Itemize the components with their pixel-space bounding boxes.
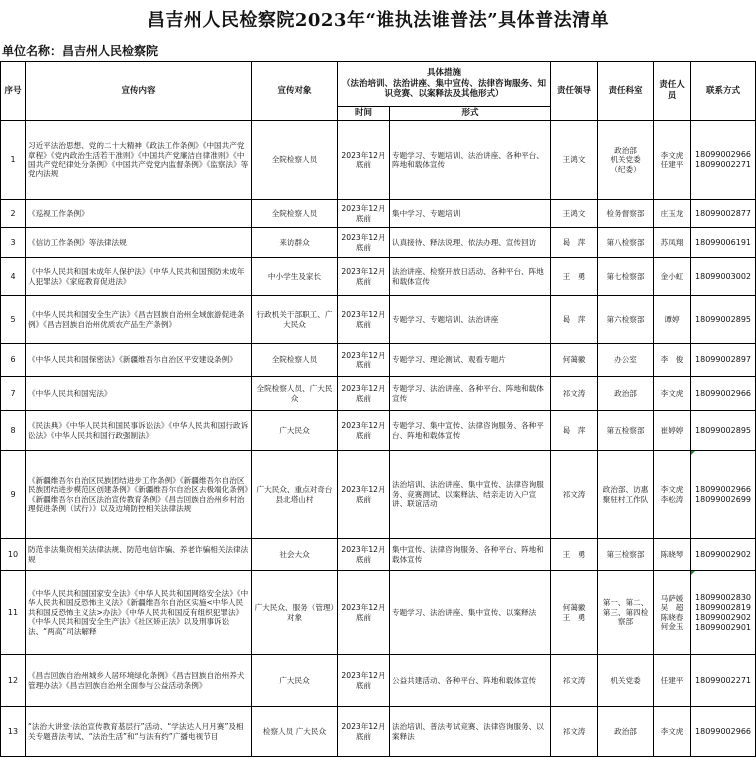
cell-contact: 18099002895 bbox=[691, 296, 756, 344]
cell-time: 2023年12月底前 bbox=[338, 200, 390, 228]
cell-dept: 政治部、访惠聚驻村工作队 bbox=[598, 451, 654, 539]
cell-form: 集中学习、专题培训 bbox=[390, 200, 551, 228]
cell-seq: 2 bbox=[1, 200, 26, 228]
cell-leader: 曷 萍 bbox=[551, 411, 598, 451]
cell-form: 专题学习、专题培训、法治讲座、各种平台、阵地和载体宣传 bbox=[390, 121, 551, 200]
cell-content: 《昌吉回族自治州城乡人居环境绿化条例》《昌吉回族自治州养犬管理办法》《昌吉回族自治州全面参与公益活动条例》 bbox=[26, 655, 252, 707]
cell-seq: 5 bbox=[1, 296, 26, 344]
header-measures: 具体措施 （法治培训、法治讲座、集中宣传、法律咨询服务、知识竞赛、以案释法及其他形式） bbox=[338, 62, 551, 107]
cell-contact: 18099002271 bbox=[691, 655, 756, 707]
unit-label: 单位名称： bbox=[2, 43, 63, 58]
cell-person: 崔婷婷 bbox=[654, 411, 691, 451]
cell-dept: 第八检察部 bbox=[598, 228, 654, 258]
header-time: 时间 bbox=[338, 107, 390, 121]
cell-form: 法治讲座、检察开放日活动、各种平台、阵地和载体宣传 bbox=[390, 258, 551, 296]
cell-time: 2023年12月底前 bbox=[338, 539, 390, 571]
cell-content: 《中华人民共和国安全生产法》《昌吉回族自治州全域旅游促进条例》《昌吉回族自治州优质农产品生产条例》 bbox=[26, 296, 252, 344]
cell-leader: 何蔼徽 bbox=[551, 344, 598, 377]
cell-contact: 18099002902 bbox=[691, 539, 756, 571]
header-person: 责任人员 bbox=[654, 62, 691, 121]
cell-time: 2023年12月底前 bbox=[338, 655, 390, 707]
table-row bbox=[1, 121, 756, 200]
header-contact: 联系方式 bbox=[691, 62, 756, 121]
cell-person: 谭婷 bbox=[654, 296, 691, 344]
cell-person: 金小虹 bbox=[654, 258, 691, 296]
table-body bbox=[1, 121, 756, 757]
cell-content: 《信访工作条例》等法律法规 bbox=[26, 228, 252, 258]
cell-form: 公益共建活动、各种平台、阵地和载体宣传 bbox=[390, 655, 551, 707]
cell-content: 《中华人民共和国国家安全法》《中华人民共和国网络安全法》《中华人民共和国反恐怖主义法》《新疆维吾尔自治区实施<中华人民共和国反恐怖主义法>办法》《中华人民共和国反有组织犯罪法》《中华人民共和国安全生产法》《社区矫正法》以及刑事诉讼法、“两高”司法解释 bbox=[26, 571, 252, 655]
cell-leader: 祁文涛 bbox=[551, 655, 598, 707]
cell-content: 习近平法治思想、党的二十大精神《政法工作条例》《中国共产党章程》《党内政治生活若干准则》《中国共产党廉洁自律准则》《中国共产党纪律处分条例》《中国共产党党内监督条例》《监察法》等党内法规 bbox=[26, 121, 252, 200]
cell-person: 李文虎 bbox=[654, 377, 691, 411]
cell-contact: 18099002897 bbox=[691, 344, 756, 377]
cell-content: 防范非法集资相关法律法规、防范电信诈骗、养老诈骗相关法律法规 bbox=[26, 539, 252, 571]
table-row bbox=[1, 200, 756, 228]
cell-dept: 第三检察部 bbox=[598, 539, 654, 571]
cell-target: 社会大众 bbox=[252, 539, 338, 571]
cell-form: 专题学习、法治讲座、集中宣传、以案释法 bbox=[390, 571, 551, 655]
cell-contact: 18099002895 bbox=[691, 411, 756, 451]
cell-dept: 第七检察部 bbox=[598, 258, 654, 296]
cell-leader: 王 勇 bbox=[551, 539, 598, 571]
cell-person: 任建平 bbox=[654, 655, 691, 707]
unit-line bbox=[2, 40, 158, 60]
cell-target: 全院检察人员 bbox=[252, 344, 338, 377]
cell-form: 专题学习、专题培训、法治讲座 bbox=[390, 296, 551, 344]
header-form: 形式 bbox=[390, 107, 551, 121]
cell-seq: 10 bbox=[1, 539, 26, 571]
cell-contact: 18099002877 bbox=[691, 200, 756, 228]
page-title: 昌吉州人民检察院2023年“谁执法谁普法”具体普法清单 bbox=[146, 10, 610, 31]
cell-target: 广大民众、服务（管理）对象 bbox=[252, 571, 338, 655]
table-row bbox=[1, 258, 756, 296]
cell-leader: 祁文涛 bbox=[551, 377, 598, 411]
cell-dept: 机关党委 bbox=[598, 655, 654, 707]
cell-leader: 祁文涛 bbox=[551, 707, 598, 757]
cell-seq: 12 bbox=[1, 655, 26, 707]
cell-target: 检察人员 广大民众 bbox=[252, 707, 338, 757]
table-row bbox=[1, 655, 756, 707]
cell-content: 《新疆维吾尔自治区民族团结进步工作条例》《新疆维吾尔自治区民族团结进步模范区创建条例》《新疆维吾尔自治区去极端化条例》《新疆维吾尔自治区法治宣传教育条例》《昌吉回族自治州乡村治理促进条例（试行）》以及边境防控相关法律法规 bbox=[26, 451, 252, 539]
cell-person: 李文虎 李松涛 bbox=[654, 451, 691, 539]
cell-time: 2023年12月底前 bbox=[338, 296, 390, 344]
cell-seq: 7 bbox=[1, 377, 26, 411]
table-row bbox=[1, 571, 756, 655]
cell-content: 《民法典》《中华人民共和国民事诉讼法》《中华人民共和国行政诉讼法》《中华人民共和国行政强制法》 bbox=[26, 411, 252, 451]
cell-time: 2023年12月底前 bbox=[338, 411, 390, 451]
cell-seq: 6 bbox=[1, 344, 26, 377]
cell-leader: 何蔼徽 王 勇 bbox=[551, 571, 598, 655]
cell-dept: 检务督察部 bbox=[598, 200, 654, 228]
cell-dept: 政治部 bbox=[598, 377, 654, 411]
table-row bbox=[1, 707, 756, 757]
cell-seq: 13 bbox=[1, 707, 26, 757]
header-content: 宣传内容 bbox=[26, 62, 252, 121]
cell-person: 马萨媛 吴 超 陈晓春 何金玉 bbox=[654, 571, 691, 655]
cell-content: 《中华人民共和国未成年人保护法》《中华人民共和国预防未成年人犯罪法》《家庭教育促进法》 bbox=[26, 258, 252, 296]
cell-time: 2023年12月底前 bbox=[338, 344, 390, 377]
cell-target: 全院检察人员、广大民众 bbox=[252, 377, 338, 411]
cell-contact: 18099002830 18099002819 18099002902 18099002901 bbox=[691, 571, 756, 655]
header-dept: 责任科室 bbox=[598, 62, 654, 121]
table-row bbox=[1, 377, 756, 411]
cell-dept: 第五检察部 bbox=[598, 411, 654, 451]
cell-form: 集中宣传、法律咨询服务、各种平台、阵地和载体宣传 bbox=[390, 539, 551, 571]
cell-time: 2023年12月底前 bbox=[338, 377, 390, 411]
cell-time: 2023年12月底前 bbox=[338, 258, 390, 296]
cell-target: 广大民众、重点对奇台县北塔山村 bbox=[252, 451, 338, 539]
cell-dept: 第一、第二、第三、第四检察部 bbox=[598, 571, 654, 655]
cell-seq: 1 bbox=[1, 121, 26, 200]
cell-dept: 政治部 bbox=[598, 707, 654, 757]
cell-dept: 政治部 机关党委 （纪委） bbox=[598, 121, 654, 200]
table-row bbox=[1, 539, 756, 571]
cell-contact: 18099002966 bbox=[691, 377, 756, 411]
cell-person: 李文虎 任建平 bbox=[654, 121, 691, 200]
cell-form: 专题学习、理论测试、观看专题片 bbox=[390, 344, 551, 377]
cell-content: 《中华人民共和国保密法》《新疆维吾尔自治区平安建设条例》 bbox=[26, 344, 252, 377]
cell-target: 来访群众 bbox=[252, 228, 338, 258]
cell-form: 专题学习、集中宣传、法律咨询服务、各种平台、阵地和载体宣传 bbox=[390, 411, 551, 451]
cell-time: 2023年12月底前 bbox=[338, 571, 390, 655]
cell-target: 全院检察人员 bbox=[252, 121, 338, 200]
table-row bbox=[1, 296, 756, 344]
cell-form: 法治培训、普法考试竞赛、法律咨询服务、以案释法 bbox=[390, 707, 551, 757]
header-leader: 责任领导 bbox=[551, 62, 598, 121]
cell-target: 全院检察人员 bbox=[252, 200, 338, 228]
cell-contact: 18099002966 bbox=[691, 707, 756, 757]
cell-seq: 8 bbox=[1, 411, 26, 451]
header-seq: 序号 bbox=[1, 62, 26, 121]
cell-form: 专题学习、法治讲座、各种平台、阵地和载体宣传 bbox=[390, 377, 551, 411]
cell-leader: 王 勇 bbox=[551, 258, 598, 296]
cell-dept: 办公室 bbox=[598, 344, 654, 377]
cell-person: 庄玉龙 bbox=[654, 200, 691, 228]
cell-target: 行政机关干部职工、广大民众 bbox=[252, 296, 338, 344]
cell-time: 2023年12月底前 bbox=[338, 707, 390, 757]
cell-target: 广大民众 bbox=[252, 655, 338, 707]
cell-leader: 王鸿文 bbox=[551, 121, 598, 200]
cell-seq: 3 bbox=[1, 228, 26, 258]
cell-target: 中小学生及家长 bbox=[252, 258, 338, 296]
cell-seq: 9 bbox=[1, 451, 26, 539]
cell-person: 陈晓琴 bbox=[654, 539, 691, 571]
cell-contact: 18099003002 bbox=[691, 258, 756, 296]
law-publicity-table bbox=[0, 61, 756, 757]
cell-person: 苏凤翔 bbox=[654, 228, 691, 258]
cell-leader: 王鸿文 bbox=[551, 200, 598, 228]
cell-form: 认真接待、释法说理、依法办理、宣传回访 bbox=[390, 228, 551, 258]
cell-time: 2023年12月底前 bbox=[338, 451, 390, 539]
cell-leader: 曷 萍 bbox=[551, 296, 598, 344]
cell-target: 广大民众 bbox=[252, 411, 338, 451]
table-row bbox=[1, 411, 756, 451]
table-row bbox=[1, 228, 756, 258]
cell-contact: 18099002966 18099002271 bbox=[691, 121, 756, 200]
cell-seq: 11 bbox=[1, 571, 26, 655]
cell-contact: 18099006191 bbox=[691, 228, 756, 258]
cell-content: 《巡视工作条例》 bbox=[26, 200, 252, 228]
cell-time: 2023年12月底前 bbox=[338, 121, 390, 200]
cell-content: “法治大讲堂·法治宣传教育基层行”活动、“学法达人月月赛”及相关专题普法考试、“法治生活”和“与法有约”广播电视节目 bbox=[26, 707, 252, 757]
table-row bbox=[1, 344, 756, 377]
table-row bbox=[1, 451, 756, 539]
cell-person: 李 俊 bbox=[654, 344, 691, 377]
header-target: 宣传对象 bbox=[252, 62, 338, 121]
cell-seq: 4 bbox=[1, 258, 26, 296]
cell-contact: 18099002966 18099002699 bbox=[691, 451, 756, 539]
cell-form: 法治培训、法治讲座、集中宣传、法律咨询服务、竞赛测试、以案释法、结亲走访入户宣讲、联谊活动 bbox=[390, 451, 551, 539]
cell-dept: 第六检察部 bbox=[598, 296, 654, 344]
cell-content: 《中华人民共和国宪法》 bbox=[26, 377, 252, 411]
cell-leader: 祁文涛 bbox=[551, 451, 598, 539]
cell-time: 2023年12月底前 bbox=[338, 228, 390, 258]
cell-leader: 曷 萍 bbox=[551, 228, 598, 258]
unit-name: 昌吉州人民检察院 bbox=[62, 43, 159, 58]
cell-person: 李文虎 bbox=[654, 707, 691, 757]
